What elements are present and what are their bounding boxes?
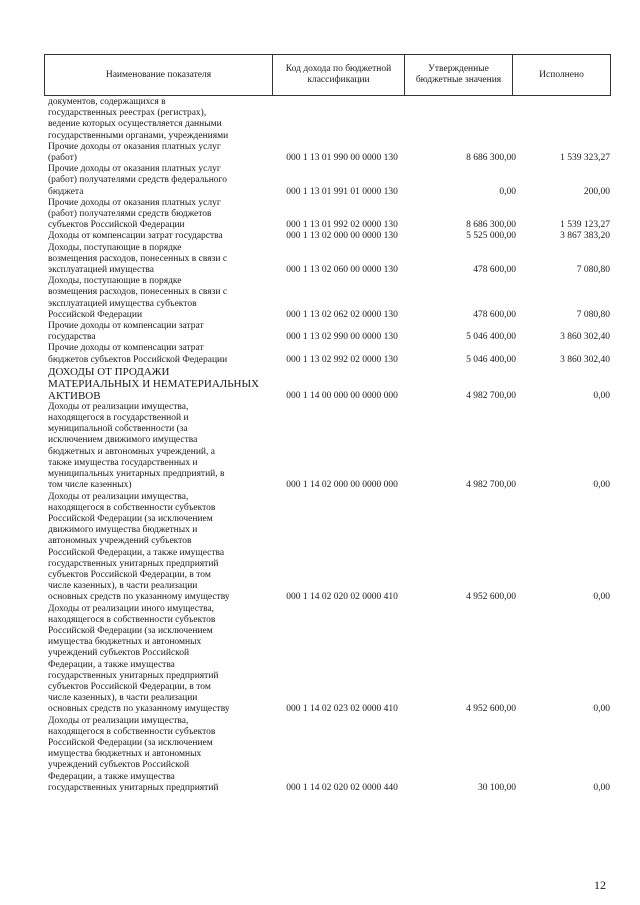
- table-row: [44, 716, 610, 794]
- row-name-line: также имущества государственных и: [48, 457, 198, 468]
- row-code: 000 1 13 02 990 00 0000 130: [286, 332, 398, 343]
- row-approved: 5 046 400,00: [466, 354, 516, 365]
- row-code: 000 1 13 01 990 00 0000 130: [286, 153, 398, 164]
- row-name: [44, 492, 276, 604]
- row-name-line: Прочие доходы от компенсации затрат: [48, 321, 204, 332]
- row-name-line: находящегося в собственности субъектов: [48, 726, 216, 737]
- row-approved: 478 600,00: [473, 309, 516, 320]
- row-name-line: Доходы от компенсации затрат государства: [48, 231, 223, 242]
- row-name-line: бюджетных и автономных учреждений, а: [48, 446, 215, 457]
- row-approved: 4 982 700,00: [466, 390, 516, 401]
- row-name: [44, 97, 276, 142]
- row-approved: 478 600,00: [473, 265, 516, 276]
- row-name: [44, 343, 276, 365]
- row-name-line: государственных унитарных предприятий: [48, 558, 219, 569]
- row-executed: 7 080,80: [576, 309, 610, 320]
- row-name-line: исключением движимого имущества: [48, 435, 198, 446]
- row-name-line: Доходы от реализации имущества,: [48, 715, 189, 726]
- row-code: 000 1 14 02 020 02 0000 410: [286, 592, 398, 603]
- row-code: 000 1 13 01 992 02 0000 130: [286, 220, 398, 231]
- row-code: 000 1 13 02 000 00 0000 130: [286, 231, 398, 242]
- row-name-line: субъектов Российской Федерации, в том: [48, 681, 211, 692]
- row-name: [44, 716, 276, 794]
- row-name-line: движимого имущества бюджетных и: [48, 525, 198, 536]
- table-row: [44, 164, 610, 198]
- row-name-line: Российской Федерации (за исключением: [48, 513, 213, 524]
- table-row: [44, 243, 610, 277]
- row-name: [44, 276, 276, 321]
- row-name-line: (работ) получателями средств бюджетов: [48, 209, 212, 220]
- row-name-line: бюджета: [48, 186, 84, 197]
- row-name-line: Прочие доходы от оказания платных услуг: [48, 197, 221, 208]
- row-name-line: числе казенных), в части реализации: [48, 693, 198, 704]
- row-name-line: ДОХОДЫ ОТ ПРОДАЖИ: [48, 365, 170, 378]
- page-number: 12: [594, 878, 606, 892]
- row-name: [44, 604, 276, 716]
- row-name: [44, 366, 276, 402]
- table-body: [44, 97, 610, 794]
- row-code: 000 1 14 02 020 02 0000 440: [286, 782, 398, 793]
- row-name-line: Российской Федерации: [48, 309, 143, 320]
- row-name-line: Доходы от реализации иного имущества,: [48, 603, 215, 614]
- row-code: 000 1 14 02 000 00 0000 000: [286, 480, 398, 491]
- table-header: [44, 54, 611, 96]
- row-name-line: числе казенных), в части реализации: [48, 581, 198, 592]
- row-executed: 3 867 383,20: [560, 231, 610, 242]
- table-row: [44, 198, 610, 232]
- row-name: [44, 402, 276, 492]
- row-name-line: МАТЕРИАЛЬНЫХ И НЕМАТЕРИАЛЬНЫХ: [48, 377, 260, 390]
- row-executed: 0,00: [593, 782, 610, 793]
- row-code: 000 1 14 00 000 00 0000 000: [286, 390, 398, 401]
- row-name-line: имущества бюджетных и автономных: [48, 749, 202, 760]
- row-name-line: государственными органами, учреждениями: [48, 130, 229, 141]
- row-name-line: находящегося в собственности субъектов: [48, 502, 216, 513]
- table-row: [44, 321, 610, 343]
- row-approved: 4 952 600,00: [466, 592, 516, 603]
- row-executed: 7 080,80: [576, 265, 610, 276]
- row-name-line: Федерации, а также имущества: [48, 771, 175, 782]
- header-executed: Исполнено: [513, 55, 611, 96]
- row-name-line: Федерации, а также имущества: [48, 659, 175, 670]
- table-row: [44, 276, 610, 321]
- row-executed: 3 860 302,40: [560, 332, 610, 343]
- row-name-line: автономных учреждений субъектов: [48, 536, 192, 547]
- row-name-line: возмещения расходов, понесенных в связи с: [48, 287, 228, 298]
- row-code: 000 1 13 02 060 00 0000 130: [286, 265, 398, 276]
- row-name-line: Российской Федерации (за исключением: [48, 737, 213, 748]
- row-executed: 1 539 323,27: [560, 153, 610, 164]
- row-name-line: возмещения расходов, понесенных в связи с: [48, 253, 228, 264]
- row-name-line: АКТИВОВ: [48, 389, 101, 402]
- row-name-line: субъектов Российской Федерации: [48, 220, 185, 231]
- row-executed: 0,00: [593, 390, 610, 401]
- table-row: [44, 142, 610, 164]
- row-name: [44, 243, 276, 277]
- row-name: [44, 321, 276, 343]
- table-row: [44, 97, 610, 142]
- row-executed: 200,00: [583, 186, 610, 197]
- row-name-line: бюджетов субъектов Российской Федерации: [48, 354, 228, 365]
- row-approved: 30 100,00: [478, 782, 516, 793]
- row-name-line: основных средств по указанному имуществу: [48, 592, 230, 603]
- header-name: Наименование показателя: [45, 55, 273, 96]
- row-name-line: Прочие доходы от компенсации затрат: [48, 343, 204, 354]
- row-name: [44, 198, 276, 232]
- row-name-line: ведение которых осуществляется данными: [48, 119, 222, 130]
- row-name-line: Доходы, поступающие в порядке: [48, 242, 182, 253]
- row-code: 000 1 13 02 062 02 0000 130: [286, 309, 398, 320]
- row-name-line: государственных унитарных предприятий: [48, 782, 219, 793]
- table-row: [44, 231, 610, 242]
- row-name-line: Доходы от реализации имущества,: [48, 401, 189, 412]
- row-name-line: имущества бюджетных и автономных: [48, 637, 202, 648]
- row-code: 000 1 13 01 991 01 0000 130: [286, 186, 398, 197]
- row-name-line: Доходы от реализации имущества,: [48, 491, 189, 502]
- row-executed: 0,00: [593, 480, 610, 491]
- row-name-line: эксплуатацией имущества: [48, 265, 154, 276]
- row-name-line: том числе казенных): [48, 480, 132, 491]
- row-name-line: основных средств по указанному имуществу: [48, 704, 230, 715]
- row-name-line: Российской Федерации, а также имущества: [48, 547, 225, 558]
- table-row: [44, 604, 610, 716]
- row-name-line: учреждений субъектов Российской: [48, 760, 190, 771]
- row-approved: 5 525 000,00: [466, 231, 516, 242]
- row-executed: 0,00: [593, 592, 610, 603]
- row-name-line: Прочие доходы от оказания платных услуг: [48, 141, 221, 152]
- row-name-line: субъектов Российской Федерации, в том: [48, 569, 211, 580]
- row-name-line: Прочие доходы от оказания платных услуг: [48, 164, 221, 175]
- row-name-line: находящегося в государственной и: [48, 413, 189, 424]
- row-approved: 8 686 300,00: [466, 220, 516, 231]
- row-name: [44, 142, 276, 164]
- row-name-line: государства: [48, 332, 96, 343]
- row-name-line: Доходы, поступающие в порядке: [48, 276, 182, 287]
- row-name-line: муниципальной собственности (за: [48, 424, 188, 435]
- row-code: 000 1 14 02 023 02 0000 410: [286, 704, 398, 715]
- row-executed: 0,00: [593, 704, 610, 715]
- row-name-line: эксплуатацией имущества субъектов: [48, 298, 197, 309]
- row-name-line: находящегося в собственности субъектов: [48, 614, 216, 625]
- row-name-line: документов, содержащихся в: [48, 97, 166, 107]
- table-row: [44, 492, 610, 604]
- table-row: [44, 366, 610, 402]
- row-name-line: Российской Федерации (за исключением: [48, 625, 213, 636]
- row-approved: 5 046 400,00: [466, 332, 516, 343]
- header-code: Код дохода по бюджетной классификации: [273, 55, 405, 96]
- row-approved: 4 952 600,00: [466, 704, 516, 715]
- row-name-line: государственных реестрах (регистрах),: [48, 108, 207, 119]
- header-approved: Утвержденные бюджетные значения: [405, 55, 513, 96]
- row-executed: 3 860 302,40: [560, 354, 610, 365]
- table-row: [44, 402, 610, 492]
- row-approved: 4 982 700,00: [466, 480, 516, 491]
- row-name: [44, 164, 276, 198]
- row-name-line: (работ) получателями средств федерального: [48, 175, 227, 186]
- table-row: [44, 343, 610, 365]
- row-approved: 8 686 300,00: [466, 153, 516, 164]
- row-name-line: учреждений субъектов Российской: [48, 648, 190, 659]
- row-approved: 0,00: [499, 186, 516, 197]
- row-name: [44, 231, 276, 242]
- row-name-line: муниципальных унитарных предприятий, в: [48, 469, 225, 480]
- row-code: 000 1 13 02 992 02 0000 130: [286, 354, 398, 365]
- row-name-line: государственных унитарных предприятий: [48, 670, 219, 681]
- row-executed: 1 539 123,27: [560, 220, 610, 231]
- row-name-line: (работ): [48, 153, 77, 164]
